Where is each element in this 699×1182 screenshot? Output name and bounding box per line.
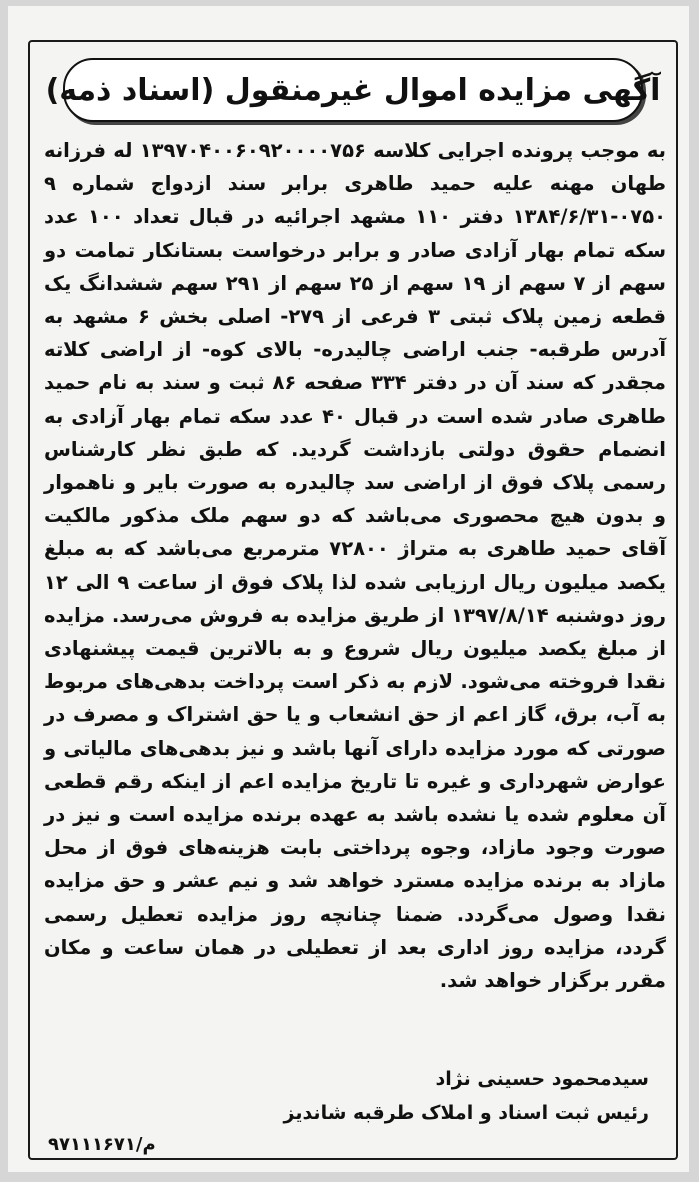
notice-code: م/۹۷۱۱۱۶۷۱	[48, 1134, 156, 1155]
notice-title: آگهی مزایده اموال غیرمنقول (اسناد ذمه)	[45, 72, 661, 108]
signer-title: رئیس ثبت اسناد و املاک طرقبه شاندیز	[283, 1102, 649, 1124]
notice-body: به موجب پرونده اجرایی کلاسه ۱۳۹۷۰۴۰۰۶۰۹۲۰۰۰۰۷۵۶ له فرزانه طهان مهنه علیه حمید طاهری برابر سند ازدواج شماره ۹ ۰۷۵۰-۱۳۸۴/۶/۳۱ دفتر ۱۱۰ مشهد اجرائیه در قبال تعداد ۱۰۰ عدد سکه تمام بهار آزادی صادر و برابر درخواست بستانکار تمامت دو سهم از ۷ سهم از ۱۹ سهم از ۲۵ سهم از ۲۹۱ سهم ششدانگ یک قطعه زمین پلاک ثبتی ۳ فرعی از ۲۷۹- اصلی بخش ۶ مشهد به آدرس طرقبه- جنب اراضی چالیدره- بالای کوه- از اراضی کلاته مجقدر که سند آن در دفتر ۳۳۴ صفحه ۸۶ ثبت و سند به نام حمید طاهری صادر شده است در قبال ۴۰ عدد سکه تمام بهار آزادی به انضمام حقوق دولتی بازداشت گردید. که طبق نظر کارشناس رسمی پلاک فوق از اراضی سد چالیدره به صورت بایر و ناهموار و بدون هیچ محصوری می‌باشد که دو سهم ملک مذکور مالکیت آقای حمید طاهری به متراژ ۷۲۸۰۰ مترمربع می‌باشد که به مبلغ یکصد میلیون ریال ارزیابی شده لذا پلاک فوق از ساعت ۹ الی ۱۲ روز دوشنبه ۱۳۹۷/۸/۱۴ از طریق مزایده به فروش می‌رسد. مزایده از مبلغ یکصد میلیون ریال شروع و به بالاترین قیمت پیشنهادی نقدا فروخته می‌شود. لازم به ذکر است پرداخت بدهی‌های مربوط به آب، برق، گاز اعم از حق انشعاب و یا حق اشتراک و مصرف در صورتی که مورد مزایده دارای آنها باشد و نیز بدهی‌های مالیاتی و عوارض شهرداری و غیره تا تاریخ مزایده اعم از اینکه رقم قطعی آن معلوم شده یا نشده باشد به عهده برنده مزایده است و نیز در صورت وجود مازاد، وجوه پرداختی بابت هزینه‌های فوق از محل مازاد به برنده مزایده مسترد خواهد شد و نیم عشر و حق مزایده نقدا وصول می‌گردد. ضمنا چنانچه روز مزایده تعطیل رسمی گردد، مزایده روز اداری بعد از تعطیلی در همان ساعت و مکان مقرر برگزار خواهد شد.	[44, 139, 667, 993]
newspaper-clipping	[8, 6, 689, 1172]
title-banner	[45, 58, 661, 122]
signer-name: سیدمحمود حسینی نژاد	[435, 1068, 649, 1090]
